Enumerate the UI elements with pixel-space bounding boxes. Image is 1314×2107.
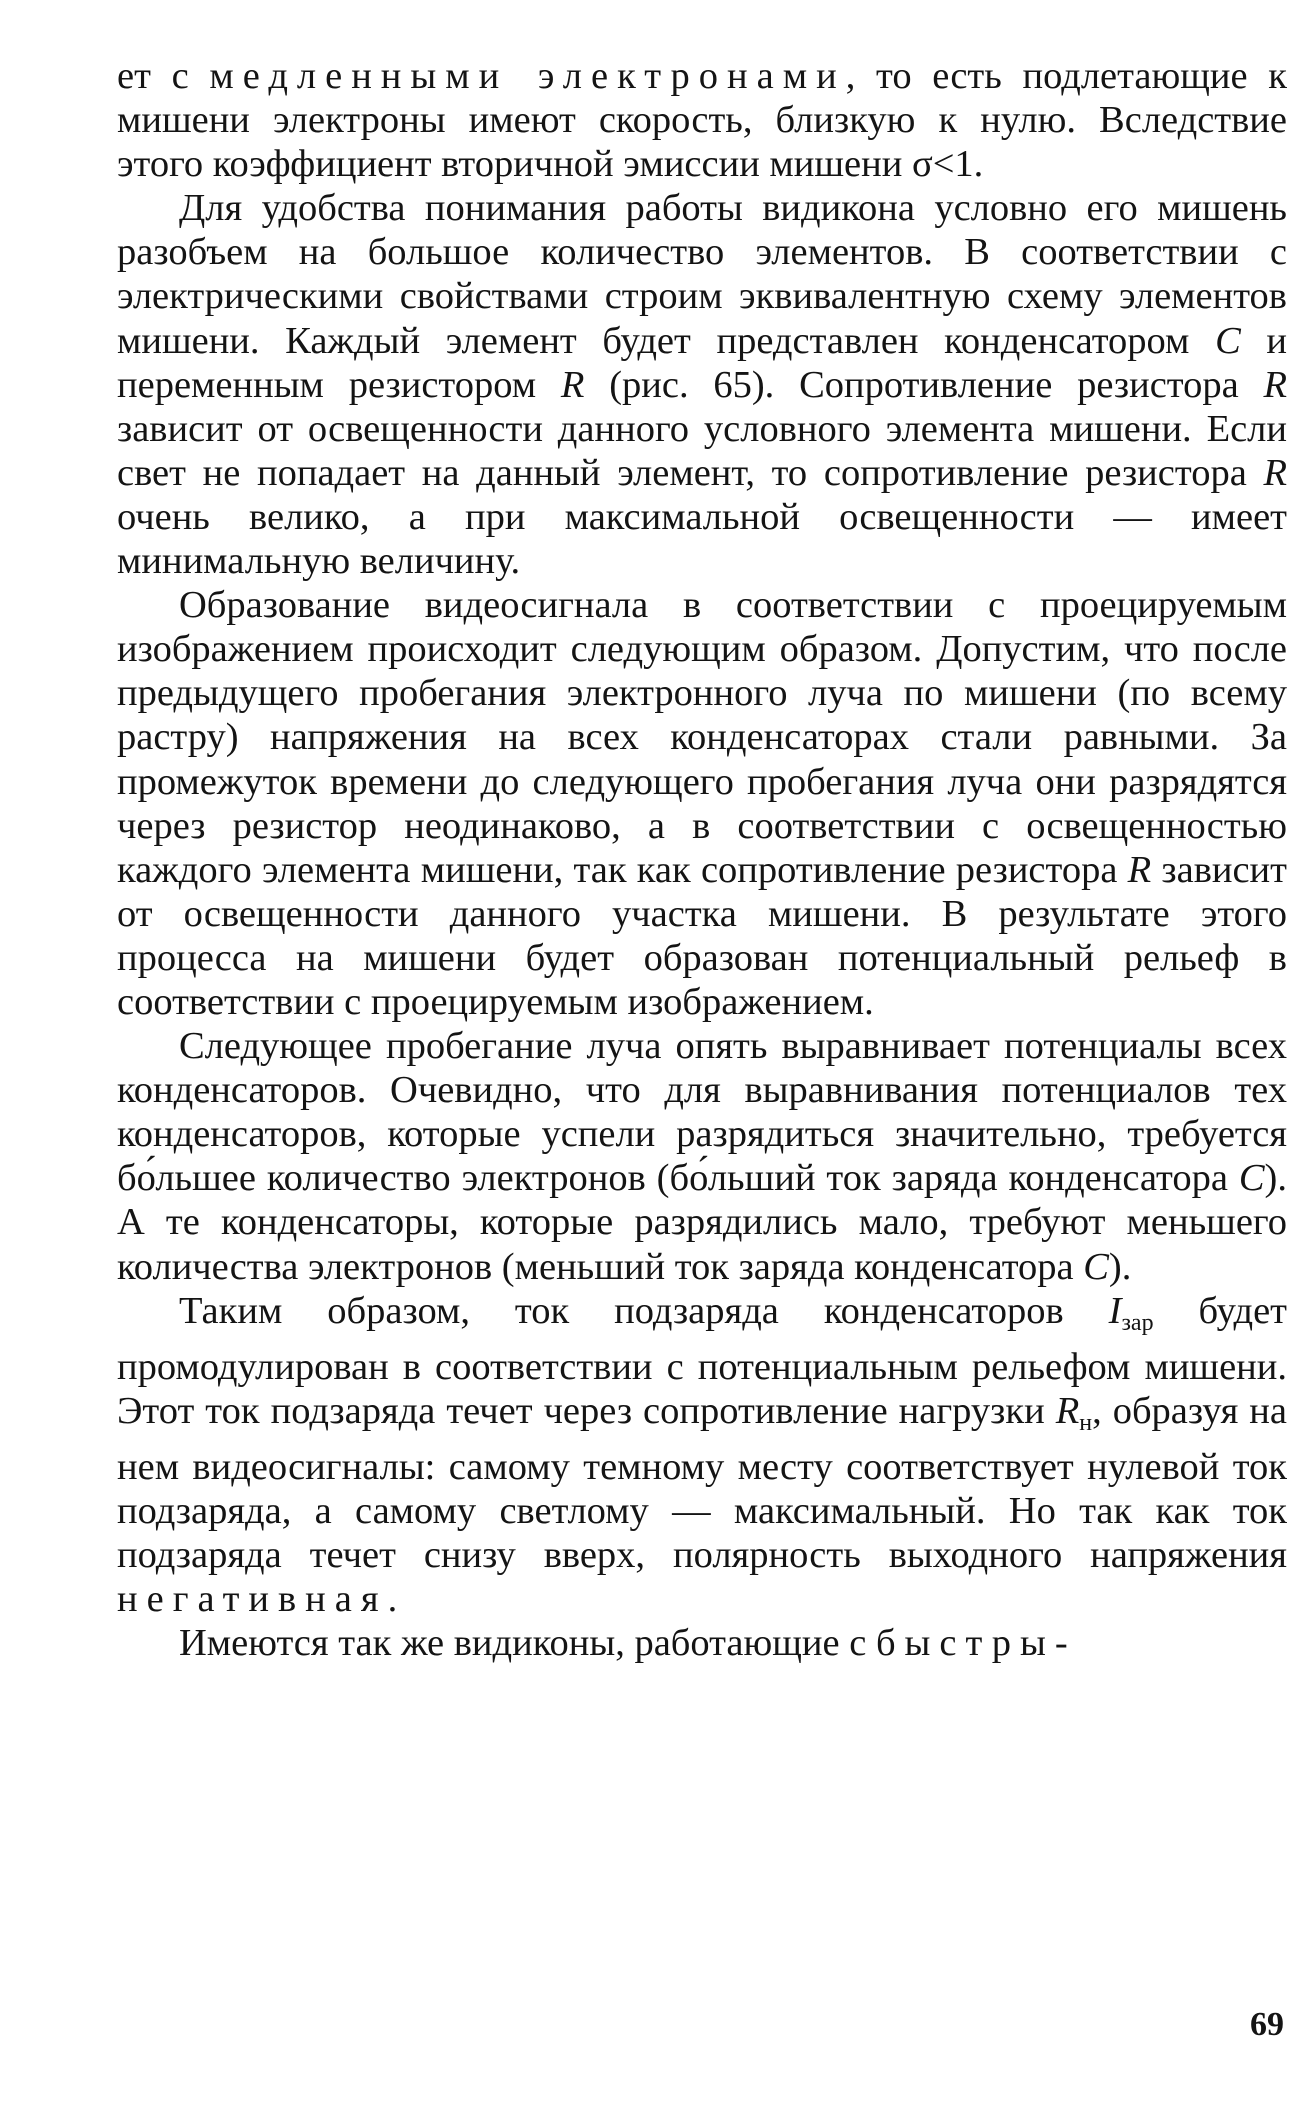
paragraph-3 — [117, 583, 1287, 1024]
text-run: ). — [1108, 1245, 1132, 1288]
symbol-capacitor: C — [1215, 319, 1241, 362]
text-run: будет промодулирован в соответствии с потенциальным рельефом мишени. Этот ток подзаряда течет через сопротивление нагрузки — [117, 1289, 1287, 1432]
text-run: (рис. 65). Сопротивление резистора — [584, 363, 1264, 406]
text-run: Для удобства понимания работы видикона условно его мишень разобъем на большое количество элементов. В соответствии с электрическими свойствами строим эквивалентную схему элементов мишени. Каждый элемент будет представлен конденсатором — [117, 187, 1287, 362]
text-run: Образование видеосигнала в соответствии с проецируемым изображением происходит следующим образом. Допустим, что после предыдущего пробегания электронного луча по мишени (по всему растру) напряжения на всех конденсаторах стали равными. За промежуток времени до следующего пробегания луча они разрядятся через резистор неодинаково, а в соответствии с освещенностью каждого элемента мишени, так как сопротивление резистора — [117, 584, 1287, 891]
spaced-emphasis: медленными электронами — [209, 55, 846, 97]
text-run: Таким образом, ток подзаряда конденсаторов — [179, 1289, 1109, 1332]
spaced-emphasis: быстры- — [875, 1622, 1077, 1665]
paragraph-4 — [117, 1024, 1287, 1289]
text-run: очень велико, а при максимальной освещенности — имеет минимальную величину. — [117, 495, 1287, 583]
page-text — [117, 54, 1287, 1665]
symbol-resistor: R — [1263, 363, 1288, 406]
text-run: ). А те конденсаторы, которые разрядились мало, требуют меньшего количества электронов (меньший ток заряда конденсатора — [117, 1157, 1287, 1288]
subscript: зар — [1121, 1309, 1154, 1336]
text-run: зависит от освещенности данного участка мишени. В результате этого процесса на мишени будет образован потенциальный рельеф в соответствии с проецируемым изображением. — [117, 848, 1287, 1023]
symbol-capacitor: C — [1238, 1157, 1265, 1200]
paragraph-6 — [117, 1621, 1287, 1665]
symbol-resistor: R — [1263, 451, 1287, 494]
text-run: Имеются так же видиконы, работающие с — [179, 1622, 876, 1665]
text-run: Следующее пробегание луча опять выравнивает потенциалы всех конденсаторов. Очевидно, что для выравнивания потенциалов тех конденсаторов, которые успели разрядиться значительно, требуется бо́льшее количество электронов (бо́льший ток заряда конденсатора — [117, 1025, 1287, 1200]
text-run: , то есть подлетающие к мишени электроны имеют скорость, близкую к нулю. Вследствие этого коэффициент вторичной эмиссии мишени σ<1. — [117, 55, 1287, 186]
text-run: и переменным резистором — [117, 319, 1287, 406]
symbol-load-resistor: R — [1055, 1389, 1080, 1432]
paragraph-1 — [117, 54, 1287, 186]
spaced-emphasis: негативная — [117, 1578, 388, 1621]
text-run: ет с — [117, 55, 210, 97]
symbol-resistor: R — [560, 363, 585, 406]
text-run: . — [387, 1578, 398, 1621]
text-run: зависит от освещенности данного условного элемента мишени. Если свет не попадает на данный элемент, то сопротивление резистора — [117, 407, 1287, 494]
subscript: н — [1079, 1409, 1093, 1436]
paragraph-5 — [117, 1289, 1287, 1622]
text-run: , образуя на нем видеосигналы: самому темному месту соответствует нулевой ток подзаряда, а самому светлому — максимальный. Но так как ток подзаряда течет снизу вверх, полярность выходного напряжения — [117, 1389, 1287, 1577]
symbol-resistor: R — [1127, 848, 1152, 891]
symbol-current: I — [1108, 1289, 1122, 1332]
page-number: 69 — [1250, 2006, 1284, 2043]
paragraph-2 — [117, 186, 1287, 583]
symbol-capacitor: C — [1083, 1245, 1109, 1288]
